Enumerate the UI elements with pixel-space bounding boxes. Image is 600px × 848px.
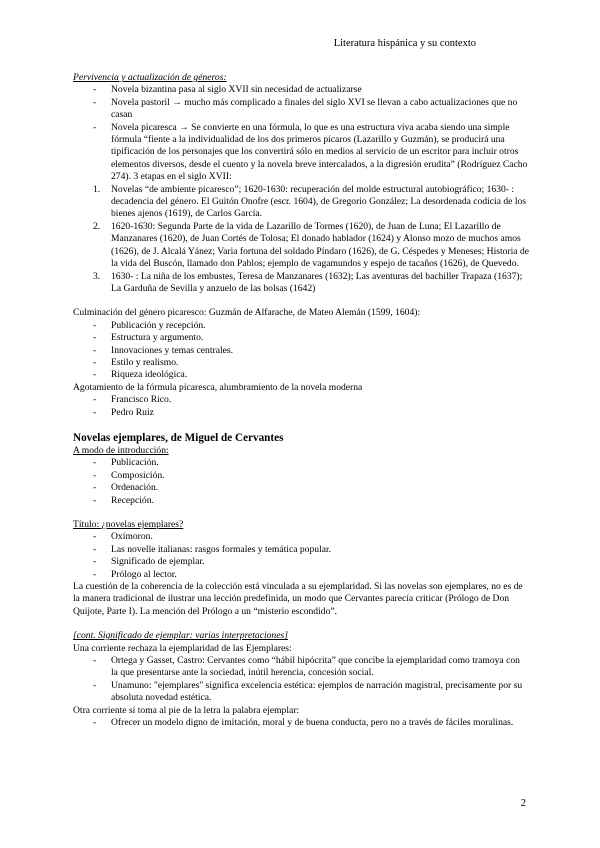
stage-item xyxy=(93,271,529,296)
genre-list xyxy=(73,84,529,183)
list-item: - Publicación. xyxy=(93,457,529,469)
list-item: - Ortega y Gasset, Castro: Cervantes como “hábil hipócrita” que concibe la ejemplaridad como tramoya con la que presentarse ante la sociedad, inútil herencia, concesión social. xyxy=(93,655,529,680)
list-item: - Ofrecer un modelo digno de imitación, moral y de buena conducta, pero no a través de fáciles moralinas. xyxy=(93,717,529,729)
stage-text: Novelas “de ambiente picaresco”; 1620-1630: recuperación del molde estructural autobiográfico; 1630- : decadencia del género. El Guitón Onofre (escr. 1604), de Gregorio González; La desordenada codicia de los bienes ajenos (1619), de Carlos García. xyxy=(111,183,527,220)
list-item: - Recepción. xyxy=(93,495,529,507)
list-item: - Novela picaresca → Se convierte en una fórmula, lo que es una estructura viva acaba siendo una simple fórmula “fiente a la individualidad de los dos primeros pícaros (Lazarillo y Guzmán), se producirá una tipificación de los personajes que los convertirá sólo en medios al servicio de un escritor para incluir otros elementos diversos, desde el cuento y la novela breve intercalados, a la digresión erudita” (Rodríguez Cacho 274). 3 etapas en el siglo XVII: xyxy=(93,122,529,184)
list-item: - Pedro Ruiz xyxy=(93,407,529,419)
subsection-title-titulo: Título: ¿novelas ejemplares? xyxy=(73,519,184,530)
stage-item xyxy=(93,184,529,221)
list-item: - Composición. xyxy=(93,470,529,482)
list-item: - Significado de ejemplar. xyxy=(93,556,529,568)
section-title-pervivencia: Pervivencia y actualización de géneros: xyxy=(73,72,227,83)
stream-one-list xyxy=(73,655,529,705)
list-item: - Oxímoron. xyxy=(93,531,529,543)
running-head: Literatura hispánica y su contexto xyxy=(333,38,476,49)
guzman-list xyxy=(73,320,529,382)
section-title-interpretaciones: [cont. Significado de ejemplar: varias interpretaciones] xyxy=(73,630,288,642)
coherence-paragraph: La cuestión de la coherencia de la colección está vinculada a su ejemplaridad. Si las novelas son ejemplares, no es de la manera tradicional de ilustrar una lección predefinida, un modo que Cervantes parecía criticar (Prólogo de Don Quijote, Parte I). La mención del Prólogo a un “misterio escondido”. xyxy=(73,581,523,617)
list-item: - Publicación y recepción. xyxy=(93,320,529,332)
list-item: - Ordenación. xyxy=(93,482,529,494)
list-item: - Innovaciones y temas centrales. xyxy=(93,345,529,357)
stream-two-list xyxy=(73,717,529,729)
list-item: - Riqueza ideológica. xyxy=(93,369,529,381)
list-item: - Francisco Rico. xyxy=(93,394,529,406)
stage-number: 3. xyxy=(93,270,101,282)
stage-text: 1620-1630: Segunda Parte de la vida de Lazarillo de Tormes (1620), de Juan de Luna; El Lazarillo de Manzanares (1620), de Juan Cortés de Tolosa; El donado hablador (1624) y Alonso mozo de muchos amos (1626), de J. Alcalá Yánez; Varia fortuna del soldado Píndaro (1626), de G. Céspedes y Meneses; Historia de la vida del Buscón, llamado don Pablos; ejemplo de vagamundos y espejo de tacaños (1626), de Quevedo. xyxy=(111,220,530,270)
title-list xyxy=(73,531,529,581)
list-item: - Novela bizantina pasa al siglo XVII sin necesidad de actualizarse xyxy=(93,84,529,96)
page-number: 2 xyxy=(520,798,526,809)
stream-one-intro: Una corriente rechaza la ejemplaridad de las Ejemplares: xyxy=(73,642,292,654)
stages-list xyxy=(73,184,529,296)
stage-text: 1630- : La niña de los embustes, Teresa de Manzanares (1632); Las aventuras del bachiller Trapaza (1637); La Garduña de Sevilla y anzuelo de las bolsas (1642) xyxy=(111,270,523,294)
section-title-culminacion: Culminación del género picaresco: Guzmán de Alfarache, de Mateo Alemán (1599, 1604): xyxy=(73,307,421,319)
stream-two-intro: Otra corriente sí toma al pie de la letra la palabra ejemplar: xyxy=(73,704,300,716)
list-item: - Las novelle italianas: rasgos formales y temática popular. xyxy=(93,544,529,556)
page-content xyxy=(73,72,529,730)
list-item: - Estilo y realismo. xyxy=(93,357,529,369)
section-title-agotamiento: Agotamiento de la fórmula picaresca, alumbramiento de la novela moderna xyxy=(73,381,363,393)
subsection-title-introduccion: A modo de introducción: xyxy=(73,444,169,456)
stage-item xyxy=(93,221,529,271)
intro-list xyxy=(73,457,529,507)
list-item: - Novela pastoril → mucho más complicado a finales del siglo XVI se llevan a cabo actualizaciones que no casan xyxy=(93,97,529,122)
list-item: - Estructura y argumento. xyxy=(93,332,529,344)
stage-number: 1. xyxy=(93,183,101,195)
critics-list xyxy=(73,394,529,419)
list-item: - Prólogo al lector. xyxy=(93,569,529,581)
section-heading-novelas: Novelas ejemplares, de Miguel de Cervantes xyxy=(73,431,284,444)
stage-number: 2. xyxy=(93,220,101,232)
list-item: - Unamuno: "ejemplares" significa excelencia estética: ejemplos de narración magistral, precisamente por su absoluta novedad estética. xyxy=(93,680,529,705)
